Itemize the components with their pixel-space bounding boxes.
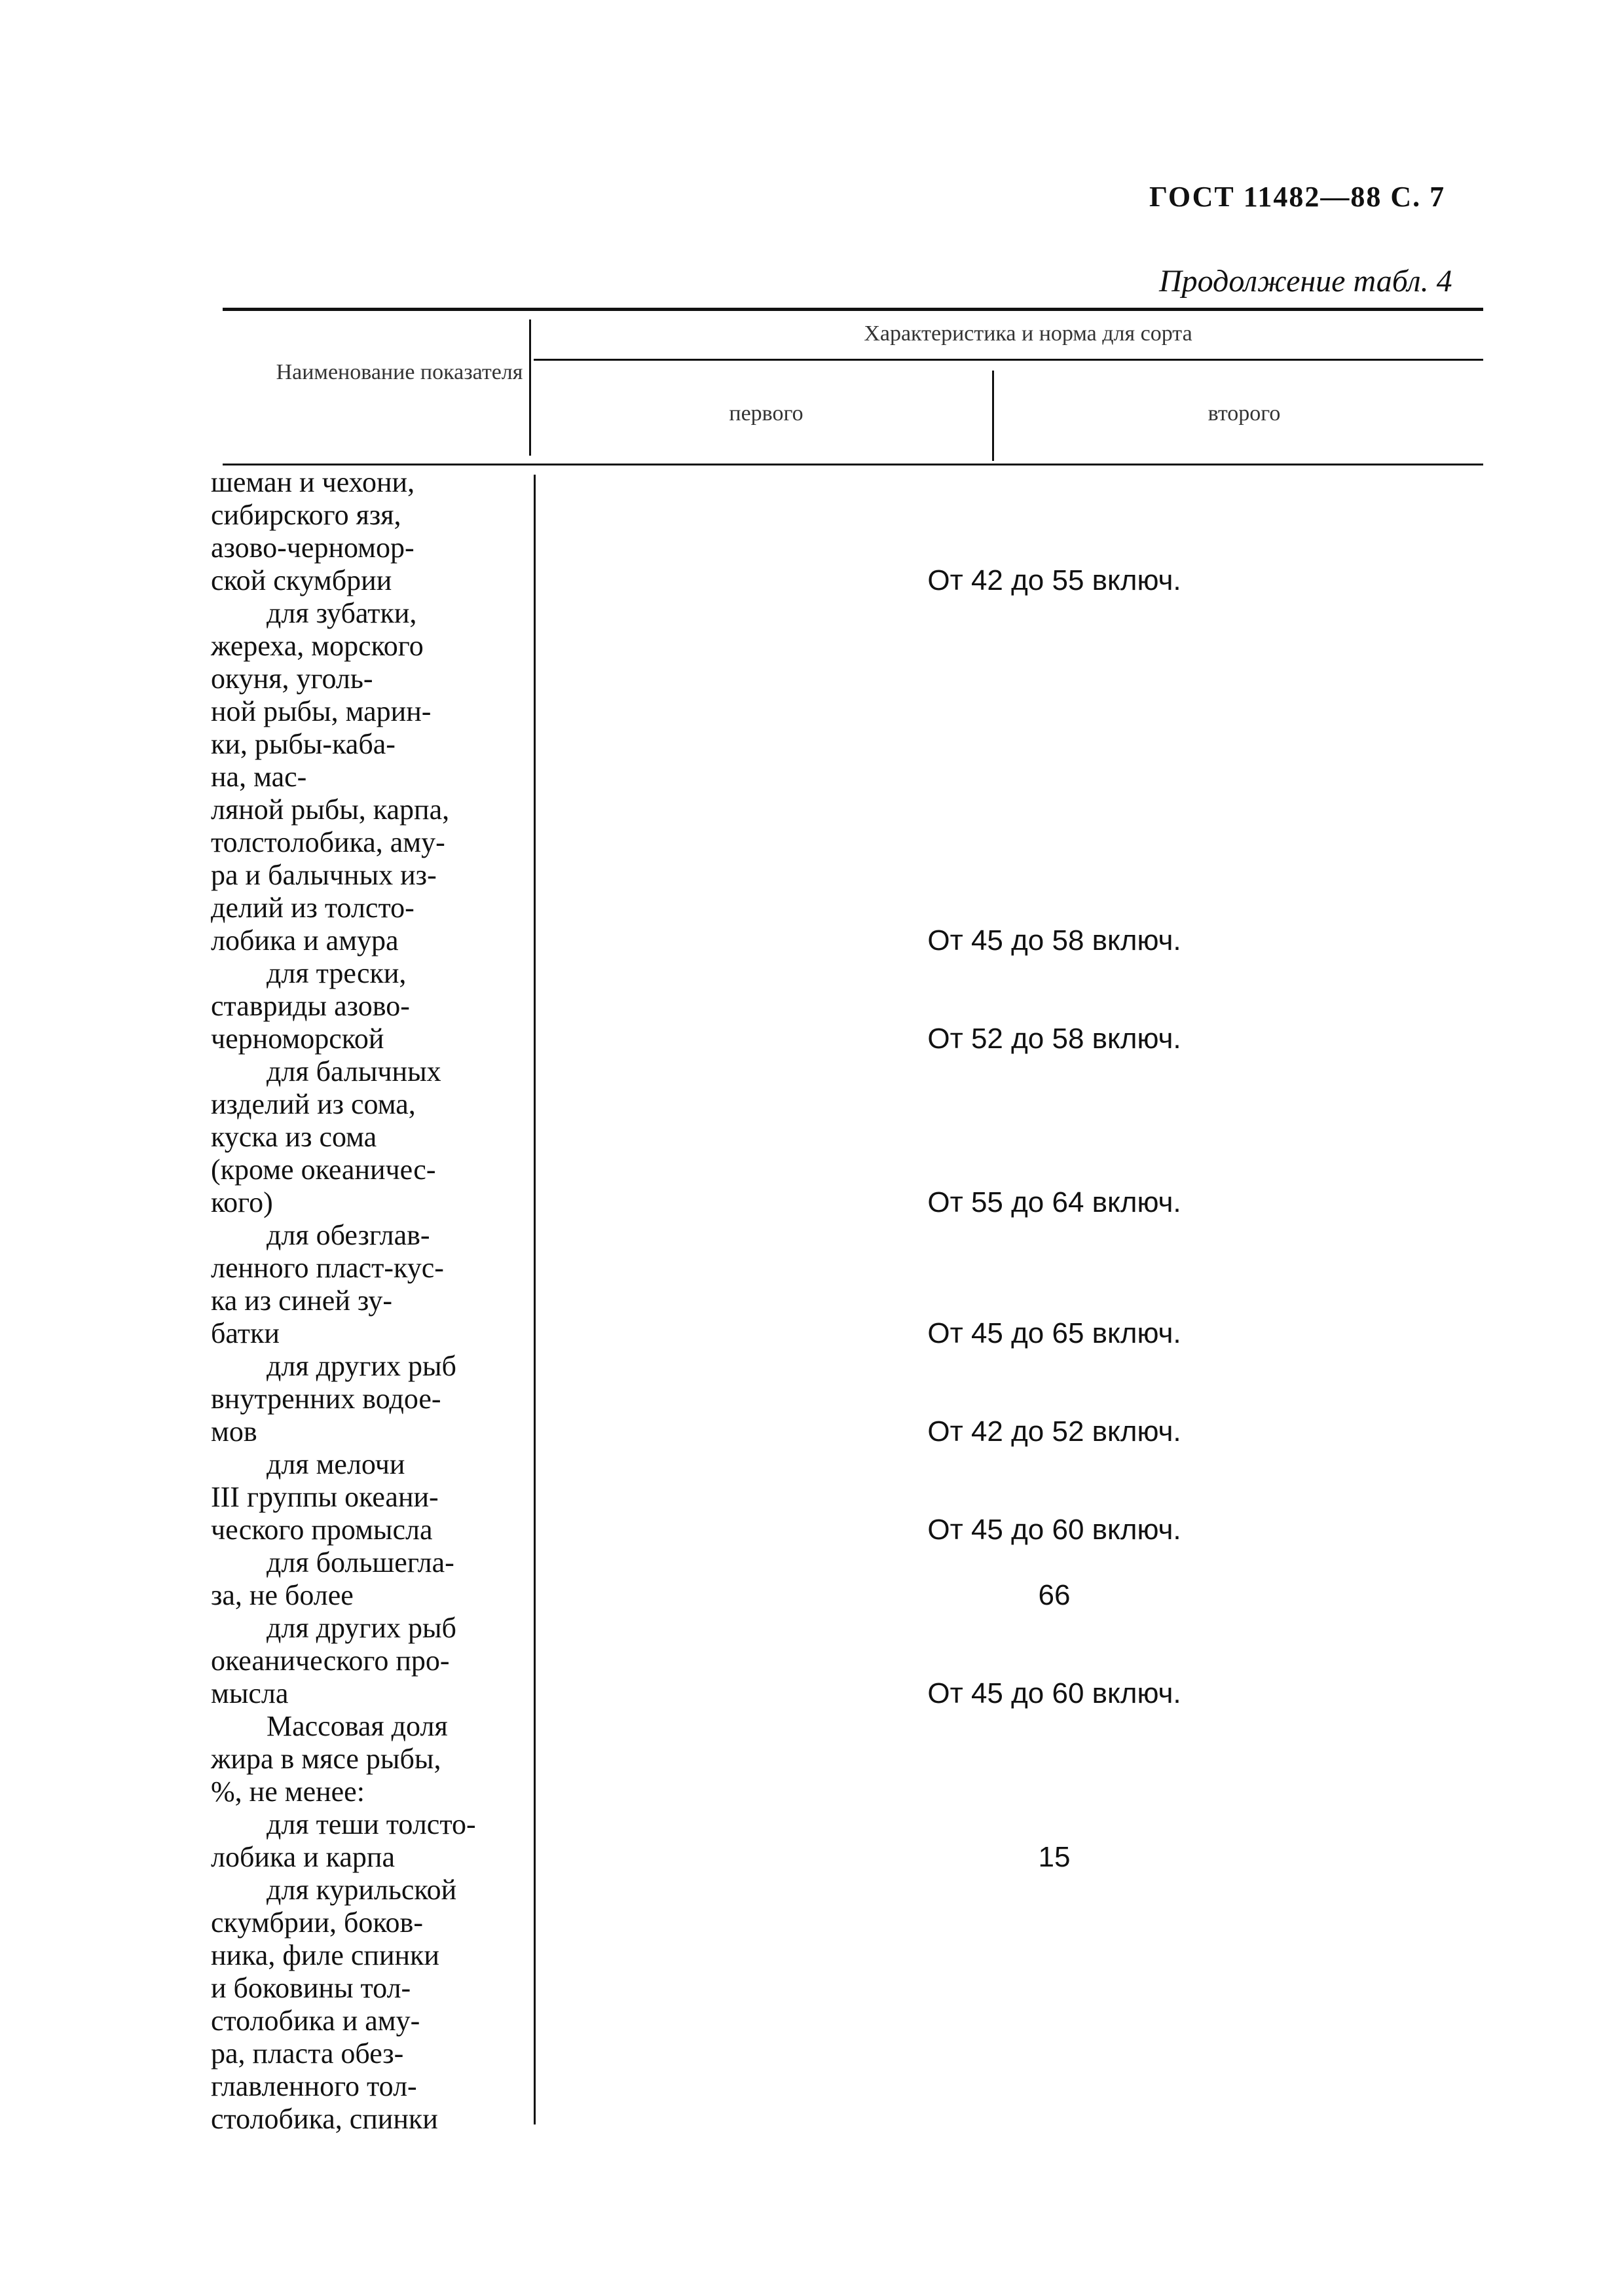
indicator-line: мов [211,1415,257,1448]
indicator-line: столобика, спинки [211,2103,438,2135]
column-header-group: Характеристика и норма для сорта [864,321,1192,346]
indicator-column [211,466,538,2136]
indicator-line: океанического про- [211,1645,450,1677]
norm-value: 66 [1038,1579,1071,1611]
indicator-line: толстолобика, аму- [211,826,445,858]
indicator-line: сибирского язя, [211,499,401,531]
indicator-line: (кроме океаничес- [211,1154,436,1186]
indicator-line: ставриды азово- [211,990,410,1022]
indicator-line: %, не менее: [211,1776,365,1808]
indicator-line: ческого промысла [211,1514,433,1546]
indicator-line: мысла [211,1677,289,1709]
indicator-line: главленного тол- [211,2070,417,2102]
indicator-line: для мелочи [267,1448,405,1480]
indicator-line: ника, филе спинки [211,1939,439,1971]
indicator-line: для теши толсто- [267,1808,476,1840]
indicator-line: куска из сома [211,1121,377,1153]
column-header-indicator: Наименование показателя [276,360,523,384]
indicator-line: скумбрии, боков- [211,1906,423,1939]
indicator-line: для курильской [267,1874,457,1906]
indicator-line: ра и балычных из- [211,859,437,891]
indicator-line: III группы океани- [211,1481,439,1513]
subheader-divider [992,371,994,461]
indicator-line: для других рыб [267,1350,456,1382]
indicator-line: лобика и карпа [211,1841,395,1873]
indicator-line: на, мас- [211,761,307,793]
indicator-line: ской скумбрии [211,564,392,596]
norm-value: От 52 до 58 включ. [927,1023,1181,1055]
header-bottom-rule [223,464,1483,465]
indicator-line: кого) [211,1186,273,1218]
column-header-first: первого [729,401,803,426]
norm-value: От 42 до 52 включ. [927,1415,1181,1448]
indicator-line: для зубатки, [267,597,417,629]
indicator-line: ка из синей зу- [211,1285,392,1317]
indicator-line: ленного пласт-кус- [211,1252,444,1284]
indicator-line: ляной рыбы, карпа, [211,793,450,826]
indicator-line: и боковины тол- [211,1972,411,2004]
norm-value: От 55 до 64 включ. [927,1186,1181,1218]
indicator-line: внутренних водое- [211,1383,441,1415]
indicator-line: ной рыбы, марин- [211,695,432,727]
column-header-second: второго [1208,401,1281,426]
header-col-divider [529,319,531,456]
indicator-line: за, не более [211,1579,354,1611]
indicator-line: для большегла- [267,1546,454,1578]
norm-value: От 45 до 65 включ. [927,1317,1181,1349]
indicator-line: жира в мясе рыбы, [211,1743,441,1775]
indicator-line: для трески, [267,957,407,989]
indicator-line: шеман и чехони, [211,466,415,498]
indicator-line: делий из толсто- [211,892,415,924]
indicator-line: азово-черномор- [211,532,415,564]
indicator-line: для балычных [267,1055,441,1087]
document-code: ГОСТ 11482—88 С. 7 [1149,181,1446,213]
indicator-line: черноморской [211,1023,384,1055]
table-top-rule [223,308,1483,311]
indicator-line: для других рыб [267,1612,456,1644]
indicator-line: жереха, морского [211,630,424,662]
norm-value: От 45 до 58 включ. [927,924,1181,957]
indicator-line: Массовая доля [267,1710,448,1742]
indicator-line: батки [211,1317,280,1349]
indicator-line: окуня, уголь- [211,663,373,695]
indicator-line: лобика и амура [211,924,399,957]
indicator-line: ра, пласта обез- [211,2037,404,2069]
norm-value: От 45 до 60 включ. [927,1514,1181,1546]
continuation-label: Продолжение табл. 4 [1159,264,1452,299]
indicator-line: ки, рыбы-каба- [211,728,396,760]
norm-value: 15 [1038,1841,1071,1873]
indicator-line: изделий из сома, [211,1088,416,1120]
indicator-line: для обезглав- [267,1219,430,1251]
indicator-line: столобика и аму- [211,2005,420,2037]
norm-value: От 45 до 60 включ. [927,1677,1181,1709]
group-header-rule [534,359,1483,361]
norm-value: От 42 до 55 включ. [927,564,1181,596]
